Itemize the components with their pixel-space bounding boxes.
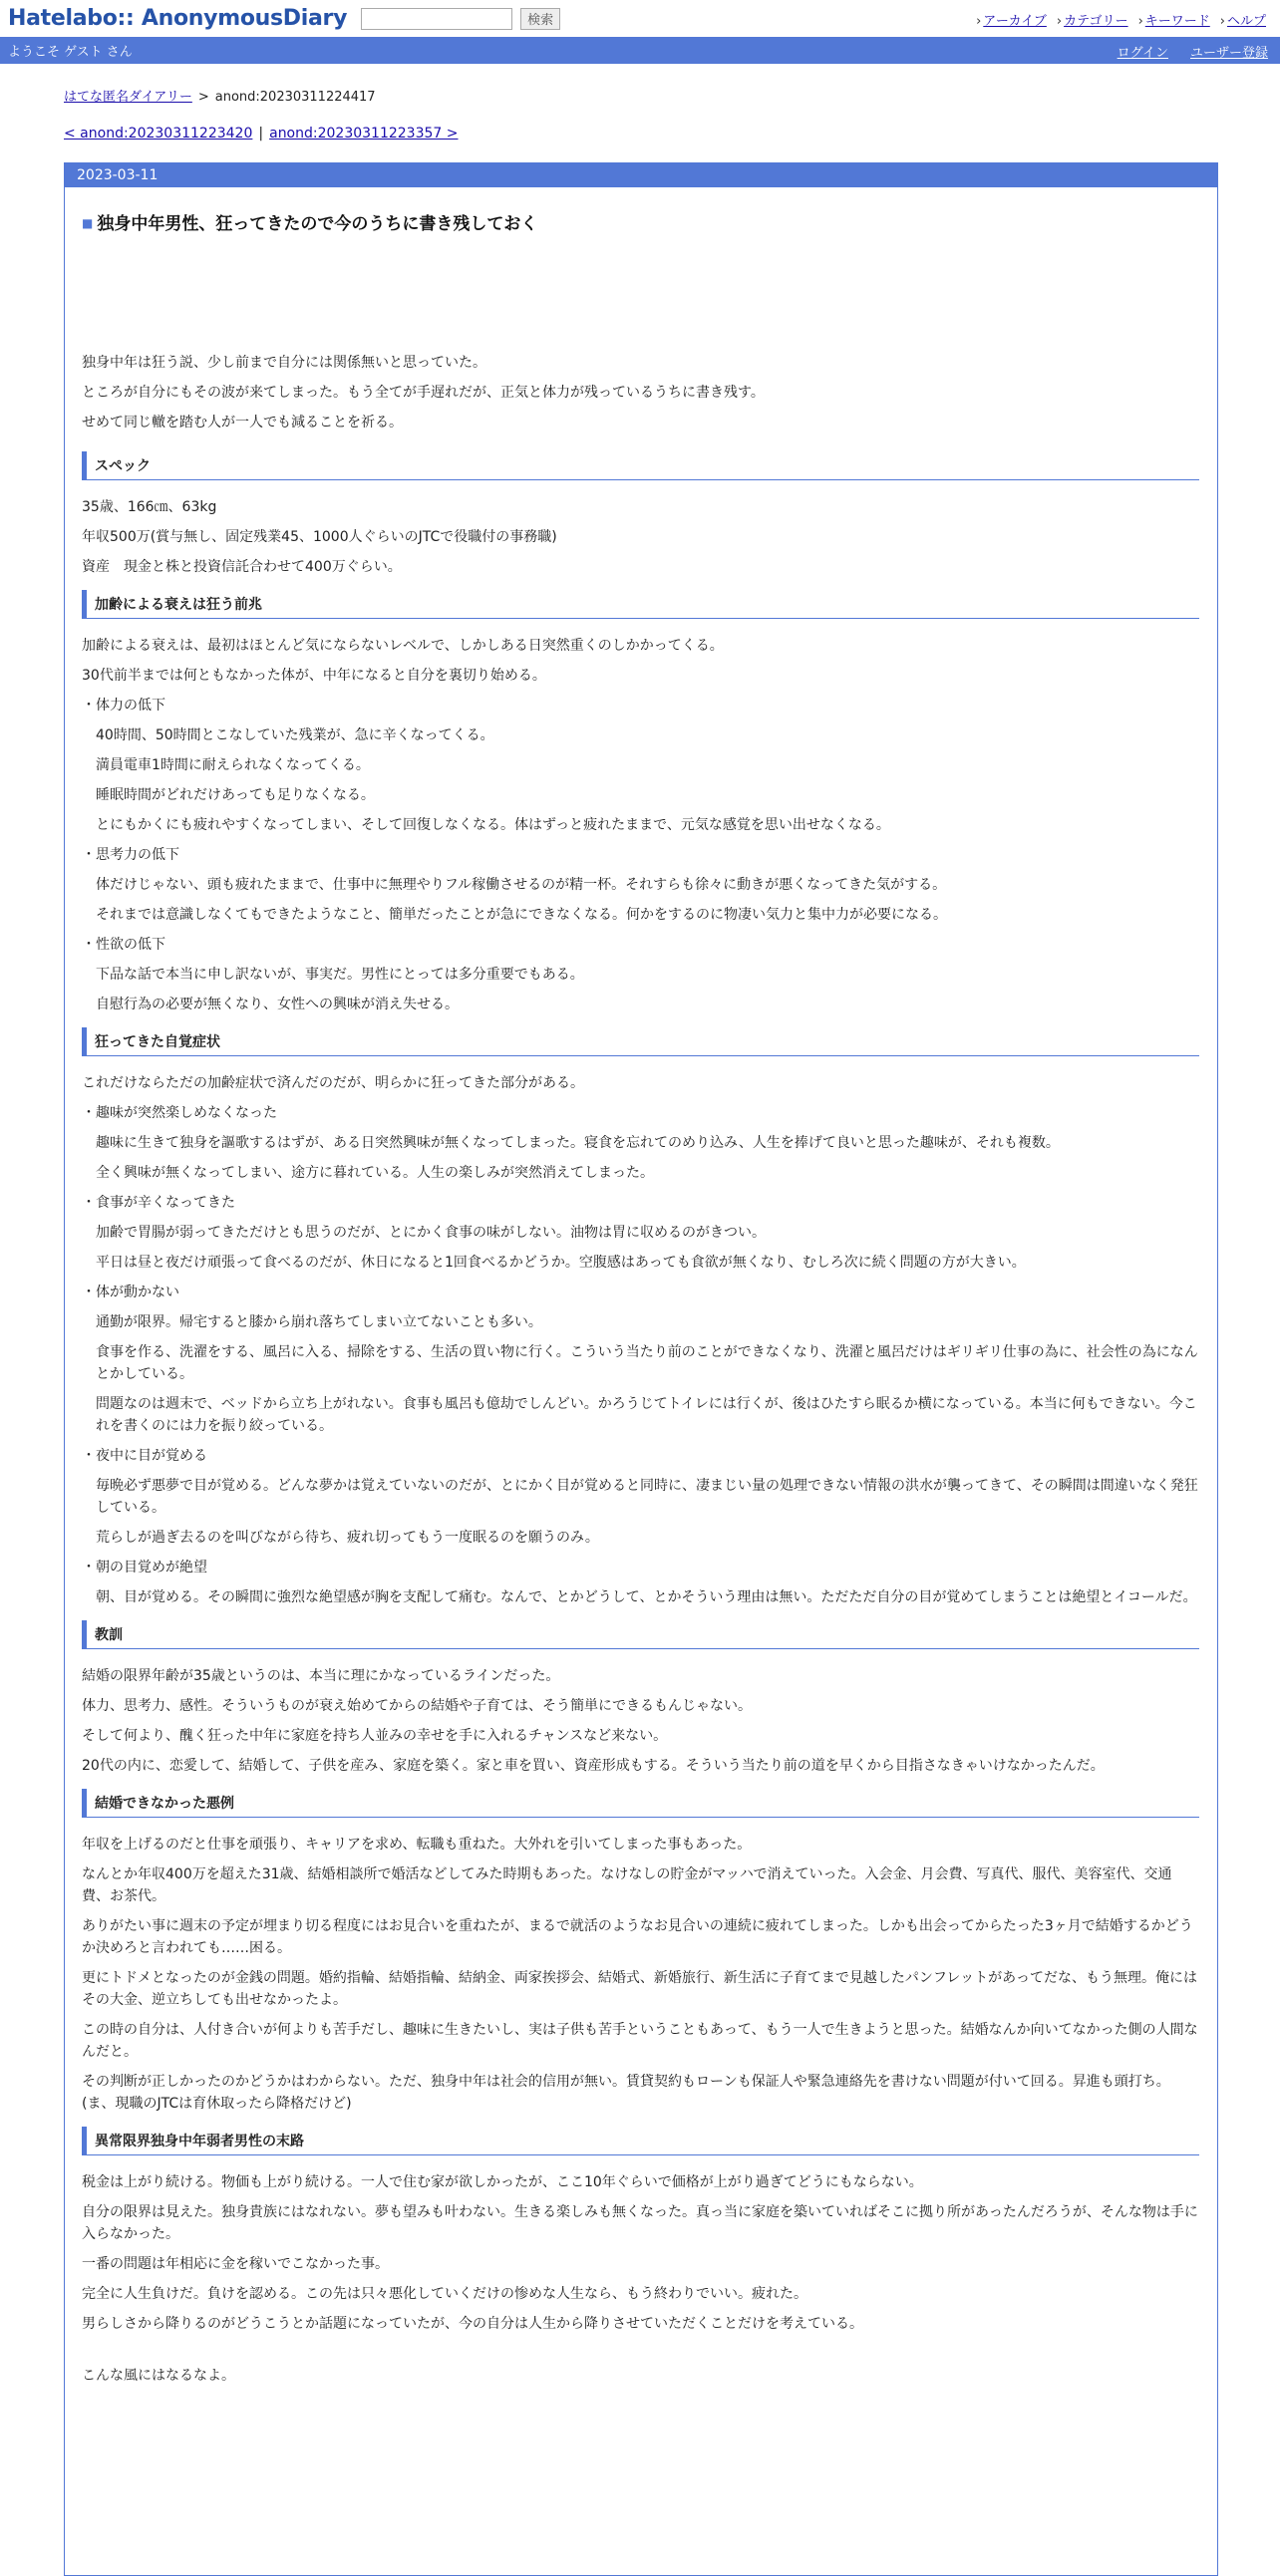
section-paragraph: ・体が動かない xyxy=(82,1285,179,1300)
section-paragraph: ・朝の目覚めが絶望 xyxy=(82,1560,207,1575)
section-heading: 加齢による衰えは狂う前兆 xyxy=(82,590,1199,619)
section-paragraph: ・食事が辛くなってきた xyxy=(82,1195,235,1211)
nav-bar xyxy=(0,37,1280,64)
section-paragraph: 30代前半までは何ともなかった体が、中年になると自分を裏切り始める。 xyxy=(82,668,546,684)
entry-title-text: 独身中年男性、狂ってきたので今のうちに書き残しておく xyxy=(97,214,538,234)
section-heading: 異常限界独身中年弱者男性の末路 xyxy=(82,2127,1199,2155)
entry-pager xyxy=(64,126,459,142)
section-paragraph: 年収500万(賞与無し、固定残業45、1000人ぐらいのJTCで役職付の事務職) xyxy=(82,529,557,545)
diary-entry xyxy=(64,162,1218,2576)
section-paragraph: 朝、目が覚める。その瞬間に強烈な絶望感が胸を支配して痛む。なんで、とかどうして、とかそういう理由は無い。ただただ自分の目が覚めてしまうことは絶望とイコールだ。 xyxy=(96,1589,1197,1605)
top-links xyxy=(976,10,1266,29)
entry-intro xyxy=(82,348,1199,437)
section-heading: 結婚できなかった悪例 xyxy=(82,1789,1199,1818)
keyword-link[interactable]: › キーワード xyxy=(1138,10,1210,29)
entry-sections xyxy=(82,451,1199,2339)
section-paragraph: 20代の内に、恋愛して、結婚して、子供を産み、家庭を築く。家と車を買い、資産形成もする。そういう当たり前の道を早くから目指さなきゃいけなかったんだ。 xyxy=(82,1758,1105,1774)
section-paragraph: 食事を作る、洗濯をする、風呂に入る、掃除をする、生活の買い物に行く。こういう当たり前のことができなくなり、洗濯と風呂だけはギリギリ仕事の為に、社会性の為になんとかしている。 xyxy=(96,1344,1198,1382)
section-heading: 狂ってきた自覚症状 xyxy=(82,1027,1199,1056)
section-paragraph: 一番の問題は年相応に金を稼いでこなかった事。 xyxy=(82,2256,389,2272)
welcome-text: ようこそ ゲスト さん xyxy=(8,45,133,60)
entry-date: 2023-03-11 xyxy=(65,163,1217,187)
entry-closing: こんな風にはなるなよ。 xyxy=(82,2368,235,2384)
section-paragraph: ありがたい事に週末の予定が埋まり切る程度にはお見合いを重ねたが、まるで就活のようなお見合いの連続に疲れてしまった。しかも出会ってからたった3ヶ月で結婚するかどうか決めろと言われても……困る。 xyxy=(82,1918,1193,1956)
search-input[interactable] xyxy=(361,8,512,30)
section-paragraph: 年収を上げるのだと仕事を頑張り、キャリアを求め、転職も重ねた。大外れを引いてしまった事もあった。 xyxy=(82,1837,752,1853)
section-paragraph: 税金は上がり続ける。物価も上がり続ける。一人で住む家が欲しかったが、ここ10年ぐらいで価格が上がり過ぎてどうにもならない。 xyxy=(82,2174,923,2190)
section-paragraph: これだけならただの加齢症状で済んだのだが、明らかに狂ってきた部分がある。 xyxy=(82,1075,584,1091)
intro-paragraph: 独身中年は狂う説、少し前まで自分には関係無いと思っていた。 xyxy=(82,355,486,371)
archive-link[interactable]: › アーカイブ xyxy=(976,10,1047,29)
entry-body xyxy=(65,209,1217,2391)
section-paragraph: 加齢で胃腸が弱ってきただけとも思うのだが、とにかく食事の味がしない。油物は胃に収めるのがきつい。 xyxy=(96,1225,766,1241)
entry-title[interactable] xyxy=(82,209,1199,234)
login-link[interactable]: ログイン xyxy=(1117,46,1168,61)
section-paragraph: 全く興味が無くなってしまい、途方に暮れている。人生の楽しみが突然消えてしまった。 xyxy=(96,1165,654,1181)
section-paragraph: なんとか年収400万を超えた31歳、結婚相談所で婚活などしてみた時期もあった。なけなしの貯金がマッハで消えていった。入会金、月会費、写真代、服代、美容室代、交通費、お茶代。 xyxy=(82,1866,1172,1904)
help-link[interactable]: › ヘルプ xyxy=(1220,10,1266,29)
section-heading: 教訓 xyxy=(82,1620,1199,1649)
section-paragraph: 下品な話で本当に申し訳ないが、事実だ。男性にとっては多分重要でもある。 xyxy=(96,967,584,983)
section-paragraph: ・趣味が突然楽しめなくなった xyxy=(82,1105,277,1121)
register-link[interactable]: ユーザー登録 xyxy=(1189,46,1268,61)
section-paragraph: 35歳、166㎝、63kg xyxy=(82,499,217,515)
section-paragraph: とにもかくにも疲れやすくなってしまい、そして回復しなくなる。体はずっと疲れたままで、元気な感覚を思い出せなくなる。 xyxy=(96,817,890,833)
square-bullet-icon: ■ xyxy=(82,216,94,230)
next-entry-link[interactable]: anond:20230311223357 > xyxy=(269,126,459,142)
section-paragraph: 更にトドメとなったのが金銭の問題。婚約指輪、結婚指輪、結納金、両家挨拶会、結婚式、新婚旅行、新生活に子育てまで見越したパンフレットがあってだな、もう無理。俺にはその大金、逆立ちしても出せなかったよ。 xyxy=(82,1970,1198,2008)
intro-paragraph: ところが自分にもその波が来てしまった。もう全てが手遅れだが、正気と体力が残っているうちに書き残す。 xyxy=(82,385,765,401)
section-paragraph: 睡眠時間がどれだけあっても足りなくなる。 xyxy=(96,787,375,803)
section-paragraph: その判断が正しかったのかどうかはわからない。ただ、独身中年は社会的信用が無い。賃貸契約もローンも保証人や緊急連絡先を書けない問題が付いて回る。昇進も頭打ち。(ま、現職のJTCは育休取ったら降格だけど) xyxy=(82,2074,1170,2112)
section-paragraph: 荒らしが過ぎ去るのを叫びながら待ち、疲れ切ってもう一度眠るのを願うのみ。 xyxy=(96,1530,599,1546)
breadcrumb-root-link[interactable]: はてな匿名ダイアリー xyxy=(64,90,192,105)
prev-entry-link[interactable]: < anond:20230311223420 xyxy=(64,126,253,142)
section-paragraph: 趣味に生きて独身を謳歌するはずが、ある日突然興味が無くなってしまった。寝食を忘れてのめり込み、人生を捧げて良いと思った趣味が、それも複数。 xyxy=(96,1135,1060,1151)
site-logo[interactable]: Hatelabo:: AnonymousDiary xyxy=(8,6,348,31)
breadcrumb xyxy=(64,86,376,105)
section-paragraph: 体だけじゃない、頭も疲れたままで、仕事中に無理やりフル稼働させるのが精一杯。それすらも徐々に動きが悪くなってきた気がする。 xyxy=(96,877,947,893)
intro-paragraph: せめて同じ轍を踏む人が一人でも減ることを祈る。 xyxy=(82,415,403,430)
section-paragraph: ・夜中に目が覚める xyxy=(82,1448,207,1464)
section-paragraph: 結婚の限界年齢が35歳というのは、本当に理にかなっているラインだった。 xyxy=(82,1668,560,1684)
breadcrumb-current: anond:20230311224417 xyxy=(214,90,376,105)
section-paragraph: 完全に人生負けだ。負けを認める。この先は只々悪化していくだけの惨めな人生なら、もう終わりでいい。疲れた。 xyxy=(82,2286,807,2302)
section-heading: スペック xyxy=(82,451,1199,480)
section-paragraph: ・体力の低下 xyxy=(82,698,165,714)
section-paragraph: 自慰行為の必要が無くなり、女性への興味が消え失せる。 xyxy=(96,997,459,1012)
section-paragraph: 40時間、50時間とこなしていた残業が、急に辛くなってくる。 xyxy=(96,727,494,743)
pager-separator: | xyxy=(258,126,264,142)
section-paragraph: この時の自分は、人付き合いが何よりも苦手だし、趣味に生きたいし、実は子供も苦手ということもあって、もう一人で生きようと思った。結婚なんか向いてなかった側の人間なんだと。 xyxy=(82,2022,1198,2060)
section-paragraph: 通勤が限界。帰宅すると膝から崩れ落ちてしまい立てないことも多い。 xyxy=(96,1314,542,1330)
section-paragraph: 満員電車1時間に耐えられなくなってくる。 xyxy=(96,757,370,773)
section-paragraph: ・性欲の低下 xyxy=(82,937,165,953)
section-paragraph: 体力、思考力、感性。そういうものが衰え始めてからの結婚や子育ては、そう簡単にできるもんじゃない。 xyxy=(82,1698,752,1714)
section-paragraph: 資産 現金と株と投資信託合わせて400万ぐらい。 xyxy=(82,559,402,575)
blank-space xyxy=(82,234,1199,348)
top-bar xyxy=(0,0,1280,37)
section-paragraph: ・思考力の低下 xyxy=(82,847,179,863)
section-paragraph: 毎晩必ず悪夢で目が覚める。どんな夢かは覚えていないのだが、とにかく目が覚めると同時に、凄まじい量の処理できない情報の洪水が襲ってきて、その瞬間は間違いなく発狂している。 xyxy=(96,1478,1198,1516)
section-paragraph: それまでは意識しなくてもできたようなこと、簡単だったことが急にできなくなる。何かをするのに物凄い気力と集中力が必要になる。 xyxy=(96,907,947,923)
category-link[interactable]: › カテゴリー xyxy=(1057,10,1128,29)
breadcrumb-separator: > xyxy=(197,90,209,105)
section-paragraph: 加齢による衰えは、最初はほとんど気にならないレベルで、しかしある日突然重くのしかかってくる。 xyxy=(82,638,724,654)
section-paragraph: そして何より、醜く狂った中年に家庭を持ち人並みの幸せを手に入れるチャンスなど来ない。 xyxy=(82,1728,668,1744)
search-button[interactable]: 検索 xyxy=(520,8,560,30)
section-paragraph: 問題なのは週末で、ベッドから立ち上がれない。食事も風呂も億劫でしんどい。かろうじてトイレには行くが、後はひたすら眠るか横になっている。本当に何もできない。今これを書くのには力を振り絞っている。 xyxy=(96,1396,1197,1434)
section-paragraph: 平日は昼と夜だけ頑張って食べるのだが、休日になると1回食べるかどうか。空腹感はあっても食欲が無くなり、むしろ次に続く問題の方が大きい。 xyxy=(96,1255,1026,1271)
section-paragraph: 男らしさから降りるのがどうこうとか話題になっていたが、今の自分は人生から降りさせていただくことだけを考えている。 xyxy=(82,2316,863,2332)
section-paragraph: 自分の限界は見えた。独身貴族にはなれない。夢も望みも叶わない。生きる楽しみも無くなった。真っ当に家庭を築いていればそこに拠り所があったんだろうが、そんな物は手に入らなかった。 xyxy=(82,2204,1198,2242)
